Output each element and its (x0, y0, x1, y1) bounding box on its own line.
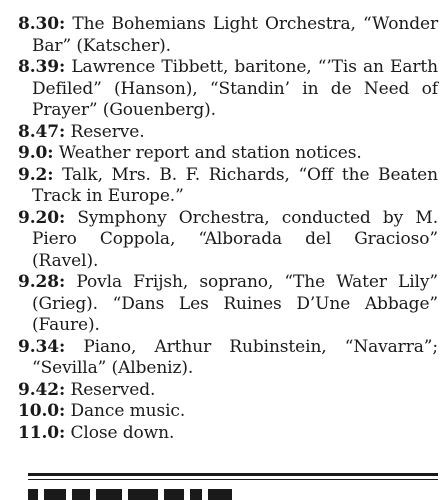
section-divider-thick (28, 473, 438, 476)
programme-entry (18, 143, 438, 165)
section-divider-thin (28, 479, 438, 480)
clipped-text-top (360, 0, 440, 4)
clipped-text-bottom (28, 488, 438, 500)
entry-time: 11.0: (18, 422, 66, 443)
entry-time: 8.30: (18, 14, 66, 34)
programme-entry (18, 57, 438, 122)
programme-column (18, 14, 438, 444)
programme-entry (18, 122, 438, 144)
entry-text: Talk, Mrs. B. F. Richards, “Off the Beaten Track in Europe.” (32, 164, 438, 206)
entry-time: 8.47: (18, 121, 66, 142)
entry-time: 9.2: (18, 164, 54, 185)
entry-text: Piano, Arthur Rubinstein, “Navarra”; “Sevilla” (Albeniz). (32, 336, 438, 378)
entry-text: Lawrence Tibbett, baritone, “’Tis an Earth Defiled” (Hanson), “Standin’ in de Need of Prayer” (Gouenberg). (32, 57, 438, 120)
programme-entry (18, 401, 438, 423)
programme-entry (18, 423, 438, 445)
programme-entry (18, 272, 438, 337)
entry-time: 9.42: (18, 379, 66, 400)
entry-time: 10.0: (18, 401, 66, 421)
programme-entry (18, 380, 438, 402)
entry-time: 9.28: (18, 272, 66, 292)
programme-entry (18, 208, 438, 273)
entry-text: The Bohemians Light Orchestra, “Wonder Bar” (Katscher). (32, 14, 438, 56)
entry-text: Symphony Orchestra, conducted by M. Piero Coppola, “Alborada del Gracioso” (Ravel). (32, 207, 438, 271)
entry-text: Weather report and station notices. (53, 143, 362, 163)
entry-time: 9.34: (18, 336, 66, 357)
entry-time: 9.20: (18, 207, 66, 228)
entry-text: Close down. (65, 422, 175, 443)
entry-text: Reserve. (65, 121, 145, 142)
entry-text: Reserved. (65, 379, 156, 400)
programme-entry (18, 337, 438, 380)
entry-time: 8.39: (18, 57, 66, 77)
entry-time: 9.0: (18, 143, 54, 163)
programme-entry (18, 165, 438, 208)
programme-entry (18, 14, 438, 57)
entry-text: Dance music. (65, 401, 186, 421)
entry-text: Povla Frijsh, soprano, “The Water Lily” (Grieg). “Dans Les Ruines D’Une Abbage” (Faure). (32, 272, 438, 335)
